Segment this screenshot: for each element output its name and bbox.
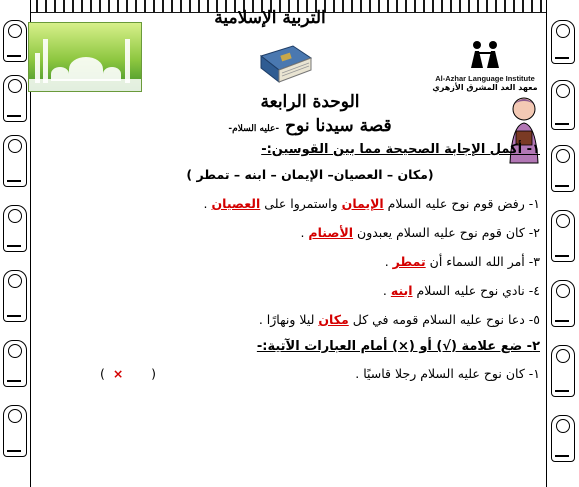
lesson-title <box>80 116 540 136</box>
left-decorative-border <box>0 0 31 487</box>
unit-title: الوحدة الرابعة <box>260 92 360 112</box>
lesson-suffix: -عليه السلام- <box>228 124 280 134</box>
item-number: ٣- <box>528 254 540 269</box>
item-number: ٢- <box>528 225 540 240</box>
right-decorative-border <box>546 0 579 487</box>
answer-word: تمطر <box>392 254 426 269</box>
child-figure-icon <box>3 75 27 122</box>
list-item <box>40 196 540 211</box>
child-figure-icon <box>551 80 575 130</box>
question-1-heading: ١- أكمل الإجابة الصحيحة مما بين القوسين:- <box>261 142 540 157</box>
list-item <box>40 283 540 298</box>
close-paren: ) <box>151 366 157 381</box>
item-text: نادي نوح عليه السلام <box>416 283 525 298</box>
quran-book-icon <box>255 42 315 88</box>
mosque-dome <box>69 57 103 81</box>
child-figure-icon <box>551 280 575 327</box>
list-item <box>40 225 540 240</box>
mosque-base <box>29 79 141 91</box>
children-logo-icon <box>463 38 507 70</box>
question-2-heading: ٢- ضع علامة (√) أو (×) أمام العبارات الآتية:- <box>256 339 540 354</box>
child-figure-icon <box>551 345 575 397</box>
child-figure-icon <box>551 20 575 64</box>
child-figure-icon <box>3 205 27 252</box>
child-figure-icon <box>551 415 575 462</box>
answer-word: الإيمان <box>341 196 384 211</box>
child-figure-icon <box>3 405 27 457</box>
mosque-minaret <box>43 39 48 83</box>
list-item <box>40 254 540 269</box>
item-text: . <box>300 225 305 240</box>
list-item <box>40 366 540 381</box>
item-text: ليلا ونهارًا . <box>258 312 315 327</box>
logo-arabic-text: معهد الغد المشرق الأزهري <box>432 83 538 92</box>
child-figure-icon <box>551 145 575 192</box>
item-number: ١- <box>528 196 540 211</box>
item-text: دعا نوح عليه السلام قومه في كل <box>352 312 525 327</box>
child-figure-icon <box>3 135 27 187</box>
item-text: واستمروا على <box>264 196 338 211</box>
child-figure-icon <box>551 210 575 262</box>
mosque-illustration-icon <box>28 22 142 92</box>
answer-word: مكان <box>318 312 349 327</box>
page-header <box>120 5 420 31</box>
institute-logo <box>425 38 545 96</box>
item-number: ٥- <box>528 312 540 327</box>
answer-word: ابنه <box>390 283 413 298</box>
item-text: . <box>203 196 208 211</box>
answer-word: العصيان <box>211 196 261 211</box>
item-number: ٤- <box>528 283 540 298</box>
open-paren: ( <box>100 366 105 381</box>
lesson-name: قصة سيدنا نوح <box>285 116 392 136</box>
item-text: كان قوم نوح عليه السلام يعبدون <box>357 225 525 240</box>
item-text: أمر الله السماء أن <box>429 254 525 269</box>
child-figure-icon <box>3 20 27 62</box>
subject-title: التربية الإسلامية <box>214 8 326 28</box>
list-item <box>40 312 540 327</box>
logo-english-text: Al-Azhar Language Institute <box>435 74 535 83</box>
child-figure-icon <box>3 340 27 387</box>
cross-mark-icon: × <box>112 366 124 381</box>
mosque-minaret <box>125 39 130 83</box>
worksheet-content <box>40 92 540 381</box>
child-figure-icon <box>3 270 27 322</box>
item-number: ١- <box>528 366 540 381</box>
answer-word: الأصنام <box>308 225 354 240</box>
word-bank: (مكان – العصيان– الإيمان – ابنه – تمطر ) <box>186 167 434 182</box>
item-text: . <box>382 283 387 298</box>
item-text: . <box>384 254 389 269</box>
item-text: رفض قوم نوح عليه السلام <box>387 196 525 211</box>
answer-mark-box <box>100 366 156 381</box>
item-text: كان نوح عليه السلام رجلا قاسيًا . <box>355 366 525 381</box>
